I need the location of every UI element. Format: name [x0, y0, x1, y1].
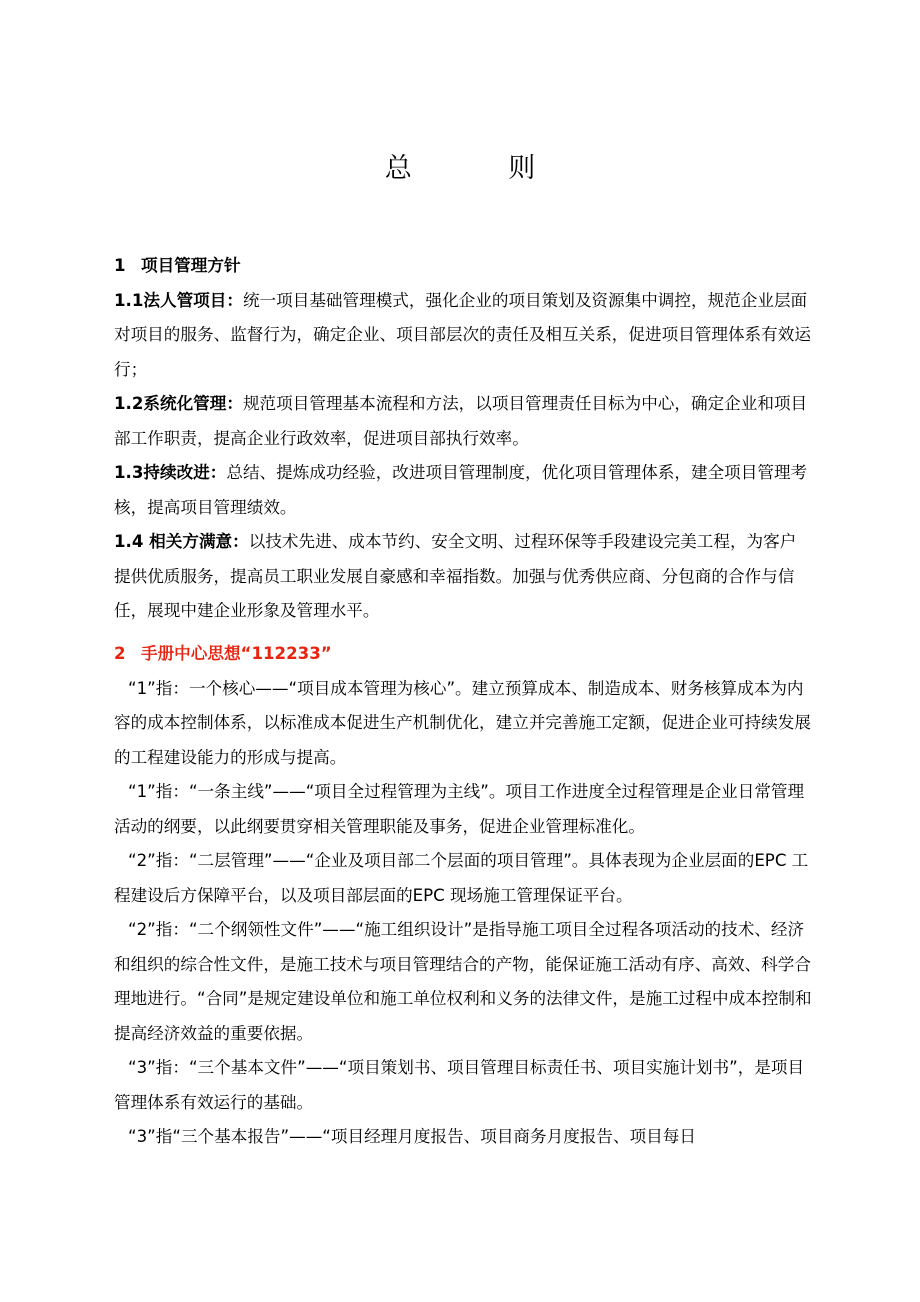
policy-item-label: 1.1法人管项目： — [114, 290, 243, 310]
section-2-heading-text: 手册中心思想“112233” — [141, 644, 332, 663]
principle-paragraph: “3”指“三个基本报告”——“项目经理月度报告、项目商务月度报告、项目每日 — [128, 1127, 696, 1146]
principle-paragraph: “2”指：“二层管理”——“企业及项目部二个层面的项目管理”。具体表现为企业层面的EPC 工程建设后方保障平台，以及项目部层面的EPC 现场施工管理保证平台。 — [114, 851, 809, 905]
policy-item-text: 规范项目管理基本流程和方法，以项目管理责任目标为中心，确定企业和项目部工作职责，提高企业行政效率，促进项目部执行效率。 — [114, 394, 808, 448]
principle-paragraph: “2”指：“二个纲领性文件”——“施工组织设计”是指导施工项目全过程各项活动的技术、经济和组织的综合性文件，是施工技术与项目管理结合的产物，能保证施工活动有序、高效、科学合理地进行。“合同”是规定建设单位和施工单位权利和义务的法律文件，是施工过程中成本控制和提高经济效益的重要依据。 — [114, 920, 812, 1043]
policy-item-text: 以技术先进、成本节约、安全文明、过程环保等手段建设完美工程，为客户提供优质服务，提高员工职业发展自豪感和幸福指数。加强与优秀供应商、分包商的合作与信任，展现中建企业形象及管理水平。 — [114, 532, 797, 620]
policy-item-label: 1.3持续改进： — [114, 463, 227, 482]
section-2-heading — [114, 637, 812, 672]
policy-item — [114, 525, 812, 629]
policy-item — [114, 387, 812, 456]
section-2 — [114, 637, 812, 1155]
policy-item — [114, 456, 812, 525]
section-1 — [114, 249, 812, 629]
policy-item-label: 1.2系统化管理： — [114, 394, 243, 413]
principle-paragraph: “1”指：“一条主线”——“项目全过程管理为主线”。项目工作进度全过程管理是企业日常管理活动的纲要，以此纲要贯穿相关管理职能及事务，促进企业管理标准化。 — [114, 782, 805, 836]
policy-item-text: 统一项目基础管理模式，强化企业的项目策划及资源集中调控，规范企业层面对项目的服务、监督行为，确定企业、项目部层次的责任及相互关系，促进项目管理体系有效运行； — [114, 290, 811, 379]
principle-paragraph: “3”指：“三个基本文件”——“项目策划书、项目管理目标责任书、项目实施计划书”，是项目管理体系有效运行的基础。 — [114, 1058, 805, 1112]
page-title: 总 则 — [384, 153, 580, 184]
principle-paragraph: “1”指：一个核心——“项目成本管理为核心”。建立预算成本、制造成本、财务核算成本为内容的成本控制体系，以标准成本促进生产机制优化，建立并完善施工定额，促进企业可持续发展的工程建设能力的形成与提高。 — [114, 678, 811, 767]
section-1-heading-text: 项目管理方针 — [141, 256, 241, 275]
policy-item — [114, 284, 812, 388]
policy-item-text: 总结、提炼成功经验，改进项目管理制度，优化项目管理体系，建全项目管理考核，提高项目管理绩效。 — [114, 463, 808, 517]
section-2-number: 2 — [114, 644, 126, 663]
section-1-number: 1 — [114, 256, 126, 275]
section-1-heading — [114, 249, 812, 284]
policy-item-label: 1.4 相关方满意： — [114, 532, 249, 551]
